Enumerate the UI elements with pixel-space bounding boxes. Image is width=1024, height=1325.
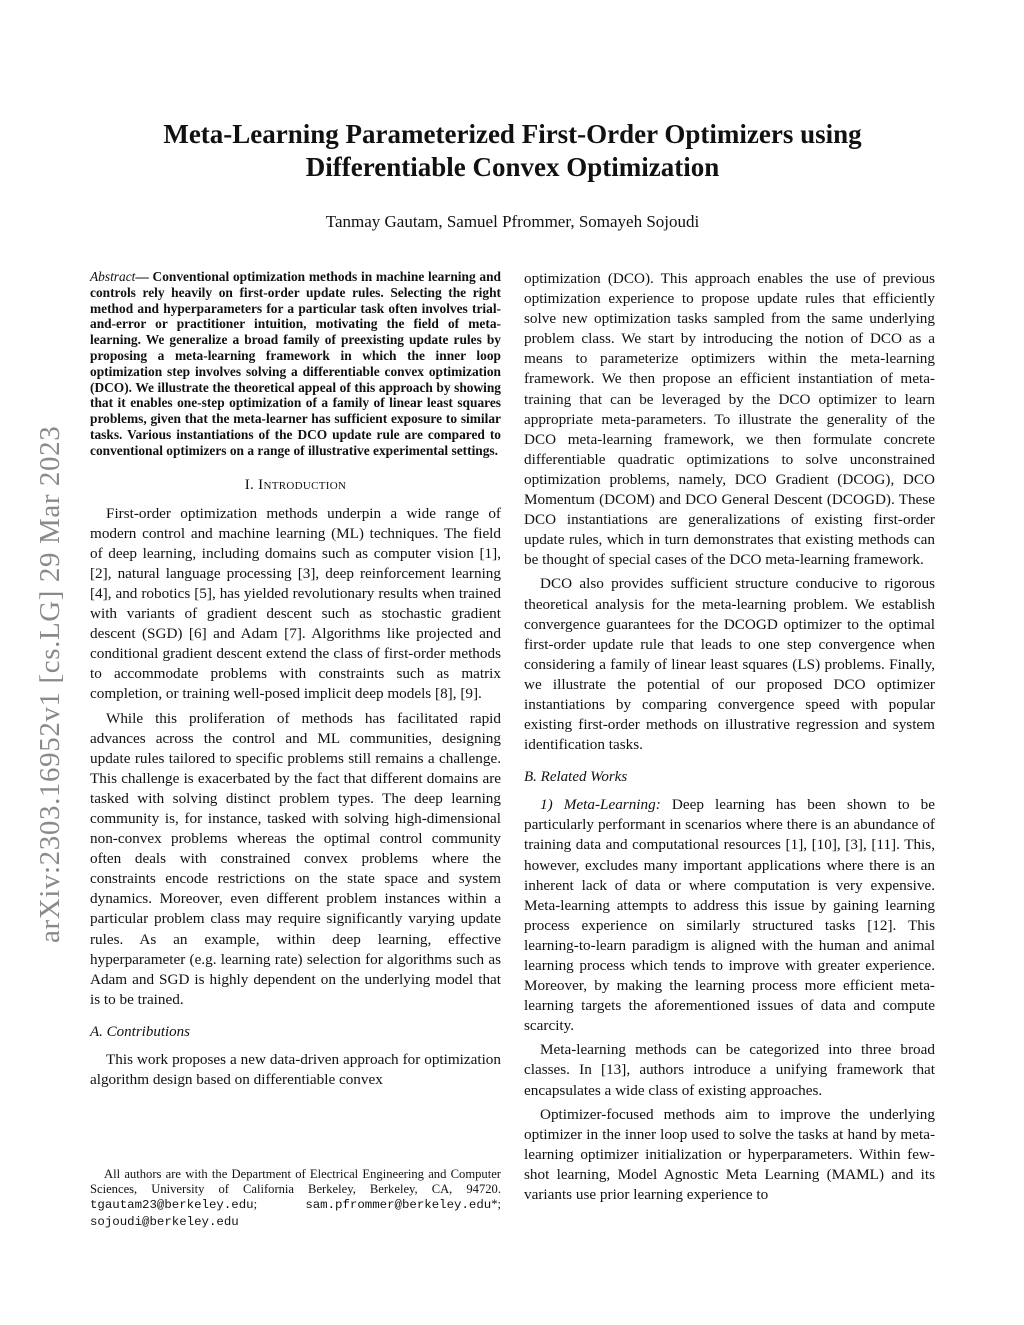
- abstract-dash: —: [135, 269, 153, 284]
- author-affiliation-footnote: [90, 1167, 501, 1230]
- footnote-body: [90, 1167, 501, 1230]
- footnote-text: All authors are with the Department of Electrical Engineering and Computer Sciences, University of California Berkeley, Berkeley, CA, 94720.: [90, 1167, 501, 1197]
- abstract-text: Conventional optimization methods in machine learning and controls rely heavily on first-order update rules. Selecting the right method and hyperparameters for a particular task often involves trial-and-error or practitioner intuition, motivating the field of meta-learning. We generalize a broad family of preexisting update rules by proposing a meta-learning framework in which the inner loop optimization step involves solving a differentiable convex optimization (DCO). We illustrate the theoretical appeal of this approach by showing that it enables one-step optimization of a family of linear least squares problems, given that the meta-learner has sufficient exposure to similar tasks. Various instantiations of the DCO update rule are compared to conventional optimizers on a range of illustrative experimental settings.: [90, 269, 501, 458]
- intro-paragraph-1: First-order optimization methods underpin a wide range of modern control and machine learning (ML) techniques. The field of deep learning, including domains such as computer vision [1], [2], natural language processing [3], deep reinforcement learning [4], and robotics [5], has yielded revolutionary results when trained with variants of gradient descent such as stochastic gradient descent (SGD) [6] and Adam [7]. Algorithms like projected and conditional gradient descent extend the class of first-order methods to accommodate problems with constraints such as matrix completion, or training well-posed implicit deep models [8], [9].: [90, 504, 501, 703]
- subsection-heading-related-works: B. Related Works: [524, 769, 628, 786]
- footnote-separator-1: ;: [253, 1197, 306, 1212]
- section-title: Introduction: [258, 476, 347, 493]
- arxiv-identifier: arXiv:2303.16952v1 [cs.LG] 29 Mar 2023: [34, 425, 66, 943]
- left-column: [90, 269, 501, 1094]
- meta-learning-text: Deep learning has been shown to be particularly performant in scenarios where there is an abundance of training data and computational resources [1], [10], [3], [11]. This, however, excludes many important applications where there is an inherent lack of data or where computation is very expensive. Meta-learning attempts to address this issue by gaining learning process experience on similarly structured tasks [12]. This learning-to-learn paradigm is aligned with the human and animal learning process which tends to improve with greater experience. Moreover, by making the learning process more efficient meta-learning targets the aforementioned issues of data and compute scarcity.: [524, 796, 935, 1035]
- dco-structure-paragraph: DCO also provides sufficient structure conducive to rigorous theoretical analysis for the meta-learning problem. We establish convergence guarantees for the DCOGD optimizer to the optimal first-order update rule that leads to one step convergence when considering a family of linear least squares (LS) problems. Finally, we illustrate the potential of our proposed DCO optimizer instantiations by comparing convergence speed with popular existing first-order methods on illustrative regression and system identification tasks.: [524, 575, 935, 754]
- contributions-continued-paragraph: optimization (DCO). This approach enables the use of previous optimization experience to propose update rules that efficiently solve new optimization tasks sampled from the same underlying problem class. We start by introducing the notion of DCO as a means to parameterize optimizers within the meta-learning framework. We then propose an efficient instantiation of meta-training that can be leveraged by the DCO optimizer to learn appropriate meta-parameters. To illustrate the generality of the DCO meta-learning framework, we then formulate concrete differentiable quadratic optimizations to solve unconstrained optimization problems, namely, DCO Gradient (DCOG), DCO Momentum (DCOM) and DCO General Descent (DCOGD). These DCO instantiations are generalizations of existing first-order update rules, which in turn demonstrates that existing methods can be thought of special cases of the DCO meta-learning framework.: [524, 270, 935, 569]
- contributions-paragraph: This work proposes a new data-driven approach for optimization algorithm design based on differentiable convex: [90, 1050, 501, 1088]
- abstract: [90, 269, 501, 459]
- meta-learning-heading: 1) Meta-Learning:: [540, 796, 661, 814]
- section-heading-introduction: [90, 477, 501, 494]
- meta-learning-paragraph-1: [524, 795, 935, 1036]
- email-gautam: tgautam23@berkeley.edu: [90, 1198, 254, 1213]
- email-sojoudi: sojoudi@berkeley.edu: [90, 1214, 239, 1229]
- footnote-star: *: [491, 1197, 498, 1212]
- abstract-label: Abstract: [90, 269, 136, 284]
- intro-paragraph-2: While this proliferation of methods has facilitated rapid advances across the control and ML communities, designing update rules tailored to specific problems still remains a challenge. This challenge is exacerbated by the fact that different domains are tasked with solving distinct problem types. The deep learning community is, for instance, tasked with solving high-dimensional non-convex problems whereas the optimal control community often deals with constrained convex problems where the constraints encode restrictions on the state space and system dynamics. Moreover, even different problem instances within a particular problem class may require significantly varying update rules. As an example, within deep learning, effective hyperparameter (e.g. learning rate) selection for algorithms such as Adam and SGD is highly dependent on the underlying model that is to be trained.: [90, 709, 501, 1008]
- meta-learning-paragraph-2: Meta-learning methods can be categorized into three broad classes. In [13], authors introduce a unifying framework that encapsulates a wide class of existing approaches.: [524, 1041, 935, 1099]
- footnote-separator-2: ;: [497, 1197, 501, 1212]
- email-pfrommer: sam.pfrommer@berkeley.edu: [305, 1198, 492, 1213]
- author-list: Tanmay Gautam, Samuel Pfrommer, Somayeh Sojoudi: [325, 212, 700, 231]
- title-line-2: Differentiable Convex Optimization: [305, 152, 720, 182]
- subsection-heading-contributions: A. Contributions: [90, 1023, 191, 1040]
- title-line-1: Meta-Learning Parameterized First-Order Optimizers using: [163, 119, 862, 149]
- section-number: I.: [244, 476, 259, 493]
- paper-title: [90, 118, 935, 184]
- meta-learning-paragraph-3: Optimizer-focused methods aim to improve the underlying optimizer in the inner loop used to solve the tasks at hand by meta-learning optimizer initialization or hyperparameters. Within few-shot learning, Model Agnostic Meta Learning (MAML) and its variants use prior learning experience to: [524, 1105, 935, 1204]
- right-column: [524, 269, 935, 1209]
